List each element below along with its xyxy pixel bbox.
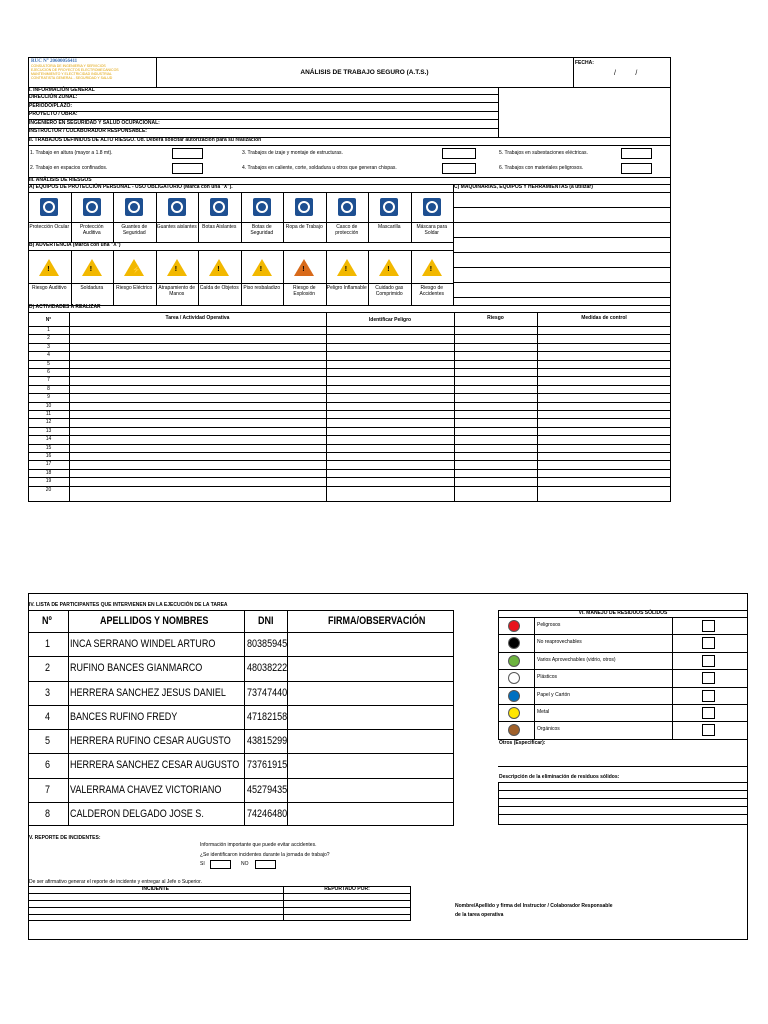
epp-icon-3[interactable] — [125, 198, 143, 216]
warning-label-4: Atrapamiento de Manos — [158, 285, 196, 297]
activity-row-number: 11 — [45, 411, 52, 417]
activity-row-number: 18 — [45, 469, 52, 476]
participant-name: CALDERON DELGADO JOSE S. — [70, 807, 204, 820]
warning-label-7: Riesgo de Explosión — [292, 285, 316, 297]
participant-dni: 47182158 — [247, 710, 288, 723]
warning-label-2: Soldadura — [80, 285, 104, 291]
participant-name: INCA SERRANO WINDEL ARTURO — [70, 638, 216, 650]
participant-number: 4 — [45, 710, 51, 723]
warning-glyph-4: ! — [174, 266, 178, 273]
col-medidas: Medidas de control — [581, 315, 627, 321]
participant-name: HERRERA SANCHEZ JESUS DANIEL — [70, 686, 226, 699]
activity-row-number: 16 — [45, 453, 52, 459]
col-numero: N° — [45, 317, 52, 323]
col-tarea: Tarea / Actividad Operativa — [165, 315, 230, 321]
residuo-checkbox[interactable] — [702, 672, 715, 684]
residuo-color-dot — [508, 620, 520, 632]
activities-title: D) ACTIVIDADES A REALIZAR — [29, 304, 101, 310]
field-instructor[interactable]: INSTRUCTOR / COLABORADOR RESPONSABLE: — [29, 128, 147, 134]
riesgo-item-2: 2. Trabajo en espacios confinados. — [30, 165, 108, 171]
warning-glyph-1: ! — [47, 266, 50, 273]
residuo-label: Metal — [537, 709, 550, 715]
epp-icon-1[interactable] — [40, 198, 58, 216]
participants-title: IV. LISTA DE PARTICIPANTES QUE INTERVIENEN EN LA EJECUCIÓN DE LA TAREA — [29, 602, 228, 608]
participant-name: HERRERA RUFINO CESAR AUGUSTO — [70, 735, 231, 747]
residuo-checkbox[interactable] — [702, 620, 715, 632]
company-ruc: RUC N° 20600056411 — [31, 59, 78, 64]
activity-row-number: 7 — [47, 377, 50, 384]
activity-row-number: 12 — [45, 419, 52, 426]
warning-glyph-2: ! — [89, 266, 93, 273]
epp-icon-6[interactable] — [253, 198, 271, 216]
participant-number: 5 — [45, 735, 51, 747]
participant-dni: 74246480 — [247, 807, 288, 820]
residuo-label: Papel y Cartón — [537, 691, 571, 698]
residuo-checkbox[interactable] — [702, 707, 715, 719]
epp-icon-10[interactable] — [423, 198, 441, 216]
participant-name: RUFINO BANCES GIANMARCO — [70, 662, 203, 675]
participant-signature[interactable] — [288, 753, 453, 777]
activity-row-number: 10 — [45, 402, 52, 409]
participant-signature[interactable] — [288, 802, 453, 826]
participant-dni: 45279435 — [247, 783, 288, 796]
incidents-si-checkbox[interactable] — [210, 860, 231, 869]
residuo-label: Peligrosos — [537, 622, 561, 628]
participants-col-dni: DNI — [258, 615, 274, 627]
participants-col-firma: FIRMA/OBSERVACIÓN — [328, 615, 426, 627]
residuo-label: Varios Aprovechables (vidrio, otros) — [537, 656, 616, 663]
participant-number: 2 — [45, 662, 51, 675]
participant-signature[interactable] — [288, 656, 453, 680]
col-riesgo: Riesgo — [487, 315, 504, 321]
section-analisis-title: III. ANÁLISIS DE RIESGOS — [29, 177, 92, 183]
residuo-label: No reaprovechables — [537, 639, 582, 646]
activity-row-number: 13 — [45, 427, 52, 434]
page-title: ANÁLISIS DE TRABAJO SEGURO (A.T.S.) — [300, 69, 429, 76]
residuo-label: Plásticos — [537, 674, 558, 681]
participant-signature[interactable] — [288, 705, 453, 729]
activity-row-number: 5 — [47, 360, 50, 367]
riesgo-item-1: 1. Trabajo en altura (mayor a 1.8 mt). — [30, 150, 113, 156]
incidents-title: V. REPORTE DE INCIDENTES: — [29, 835, 101, 841]
firma-instructor-label: Nombre/Apellido y firma del Instructor / Colaborador Responsable de la tarea operativa — [455, 903, 613, 918]
warning-label-9: Cuidado gas Comprimido — [375, 285, 404, 297]
epp-icon-4[interactable] — [168, 198, 186, 216]
participant-number: 6 — [45, 759, 51, 772]
activity-row-number: 19 — [45, 478, 52, 485]
residuos-otros[interactable]: Otros (Especificar): — [499, 740, 546, 746]
participant-dni: 73747440 — [247, 686, 288, 699]
activity-row-number: 6 — [47, 369, 50, 375]
riesgo-item-4: 4. Trabajos en caliente, corte, soldadura u otros que generan chispas. — [242, 165, 397, 171]
residuos-descripcion-table[interactable] — [498, 782, 748, 825]
activity-row-number: 15 — [45, 444, 52, 451]
epp-label-2: Protección Auditiva — [79, 224, 104, 236]
fecha-value[interactable]: / / — [614, 70, 638, 77]
residuo-checkbox[interactable] — [702, 655, 715, 667]
section-alto-riesgo-title: II. TRABAJOS DEFINIDOS DE ALTO RIESGO. Ud. Deberá solicitar autorización para su realización — [29, 137, 262, 143]
residuo-color-dot — [508, 707, 520, 719]
riesgo-checkbox-5[interactable] — [621, 148, 652, 159]
warning-label-6: Piso resbaladizo — [243, 285, 281, 291]
field-ingeniero[interactable]: INGENIERO EN SEGURIDAD Y SALUD OCUPACIONAL: — [29, 120, 160, 126]
riesgo-checkbox-3[interactable] — [442, 148, 476, 159]
residuo-checkbox[interactable] — [702, 690, 715, 702]
activity-row-number: 17 — [45, 461, 52, 468]
activity-row-number: 9 — [47, 394, 50, 401]
participant-dni: 73761915 — [247, 759, 288, 772]
participant-number: 1 — [45, 638, 51, 650]
participant-signature[interactable] — [288, 729, 453, 753]
riesgo-item-3: 3. Trabajos de izaje y montaje de estructuras. — [242, 150, 343, 156]
warning-glyph-7: ! — [302, 266, 305, 273]
warning-label-5: Caída de Objetos — [199, 285, 239, 291]
participant-dni: 43815299 — [247, 735, 288, 747]
participant-dni: 48038222 — [247, 662, 288, 675]
incidents-question: ¿Se identificaron incidentes durante la jornada de trabajo? — [200, 852, 330, 858]
residuos-title: VI. MANEJO DE RESIDUOS SÓLIDOS — [578, 610, 668, 616]
riesgo-checkbox-2[interactable] — [172, 163, 203, 174]
company-info: CONSULTORIA DE INGENIERIA Y SERVICIOS EJECUCION DE PROYECTOS ELECTROMECANICOS MANTENIMIENTO Y ELECTRICIDAD INDUSTRIAL CONTRATISTA GENERAL - SEGURIDAD Y SALUD — [31, 64, 119, 80]
activity-row-number: 1 — [47, 327, 50, 333]
epp-label-10: Máscara para Soldar — [416, 224, 448, 236]
epp-icon-2[interactable] — [83, 198, 101, 216]
incidents-no-label: NO — [241, 861, 249, 867]
warning-glyph-3: ⚡ — [132, 267, 141, 274]
participant-number: 8 — [45, 807, 51, 820]
participant-name: HERRERA SANCHEZ CESAR AUGUSTO — [70, 759, 240, 772]
activity-row-number: 8 — [47, 385, 50, 392]
activity-row-number: 3 — [47, 343, 50, 350]
epp-label-5: Botas Aislantes — [202, 224, 237, 230]
residuos-descripcion-label: Descripción de la eliminación de residuos sólidos: — [499, 774, 620, 780]
riesgo-item-5: 5. Trabajos en subestaciones eléctricas. — [499, 150, 588, 156]
participant-name: VALERRAMA CHAVEZ VICTORIANO — [70, 783, 222, 796]
participant-name: BANCES RUFINO FREDY — [70, 710, 178, 723]
col-peligro: Identificar Peligro — [368, 317, 412, 323]
warning-glyph-5: ! — [217, 266, 220, 273]
activity-row-number: 14 — [45, 436, 52, 443]
fecha-label: FECHA: — [575, 60, 594, 66]
epp-label-1: Protección Ocular — [29, 224, 70, 230]
field-periodo[interactable]: PERIODO/PLAZO: — [29, 103, 73, 109]
activity-row-number: 20 — [45, 486, 52, 493]
residuo-label: Orgánicos — [537, 726, 560, 733]
riesgo-item-6: 6. Trabajos con materiales peligrosos. — [499, 165, 584, 171]
field-direccion-zonal[interactable]: DIRECCIÓN ZONAL: — [29, 94, 78, 100]
participant-signature[interactable] — [288, 681, 453, 705]
section-info-general-title: I. INFORMACIÓN GENERAL — [29, 87, 95, 93]
epp-label-9: Mascarilla — [377, 224, 401, 230]
riesgo-checkbox-1[interactable] — [172, 148, 203, 159]
incidents-col-incidente: INCIDENTE — [142, 886, 169, 892]
participant-signature[interactable] — [288, 778, 453, 802]
participants-col-n: Nº — [42, 615, 52, 627]
warning-glyph-8: ! — [344, 266, 348, 273]
incidents-affirmative: De ser afirmativo generar el reporte de incidente y entregar al Jefe o Superior. — [29, 879, 202, 885]
participants-col-name: APELLIDOS Y NOMBRES — [100, 615, 209, 627]
incidents-info: Información importante que puede evitar accidentes. — [200, 842, 317, 848]
machines-title: C) MAQUINARIAS, EQUIPOS Y HERRAMIENTAS (a utilizar) — [454, 184, 593, 190]
epp-label-7: Ropa de Trabajo — [285, 224, 323, 230]
epp-icon-9[interactable] — [380, 198, 398, 216]
warning-label-10: Riesgo de Accidentes — [419, 285, 444, 297]
epp-icon-7[interactable] — [295, 198, 313, 216]
riesgo-checkbox-6[interactable] — [621, 163, 652, 174]
warning-glyph-10: ! — [429, 266, 433, 273]
warning-label-3: Riesgo Eléctrico — [116, 285, 153, 291]
epp-icon-5[interactable] — [210, 198, 228, 216]
epp-icon-8[interactable] — [338, 198, 356, 216]
epp-label-4: Guantes aislantes — [156, 224, 197, 230]
incidents-no-checkbox[interactable] — [255, 860, 276, 869]
residuo-checkbox[interactable] — [702, 637, 715, 649]
residuo-color-dot — [508, 690, 520, 702]
warning-glyph-9: ! — [387, 266, 390, 273]
warning-label-1: Riesgo Auditivo — [32, 285, 67, 291]
epp-label-8: Casco de protección — [335, 224, 359, 236]
participant-signature[interactable] — [288, 632, 453, 656]
epp-label-3: Guantes de Seguridad — [121, 224, 148, 236]
incidents-si-label: SI — [200, 861, 205, 867]
residuo-checkbox[interactable] — [702, 724, 715, 736]
participant-number: 3 — [45, 686, 51, 699]
activity-row-number: 2 — [47, 335, 50, 342]
epp-label-6: Botas de Seguridad — [250, 224, 274, 236]
epp-title: A) EQUIPOS DE PROTECCIÓN PERSONAL - USO OBLIGATORIO (Marca con una "X"). — [29, 184, 233, 190]
warning-label-8: Peligro Inflamable — [326, 285, 367, 291]
participant-number: 7 — [45, 783, 51, 796]
participant-dni: 80385945 — [247, 638, 288, 650]
warn-title: B) ADVERTENCIA (Marca con una "X") — [29, 242, 121, 248]
residuo-color-dot — [508, 655, 520, 667]
riesgo-checkbox-4[interactable] — [442, 163, 476, 174]
activity-row-number: 4 — [47, 352, 50, 359]
warning-glyph-6: ! — [259, 266, 263, 273]
incidents-col-reportado: REPORTADO POR: — [324, 886, 370, 892]
field-proyecto[interactable]: PROYECTO / OBRA: — [29, 111, 78, 117]
